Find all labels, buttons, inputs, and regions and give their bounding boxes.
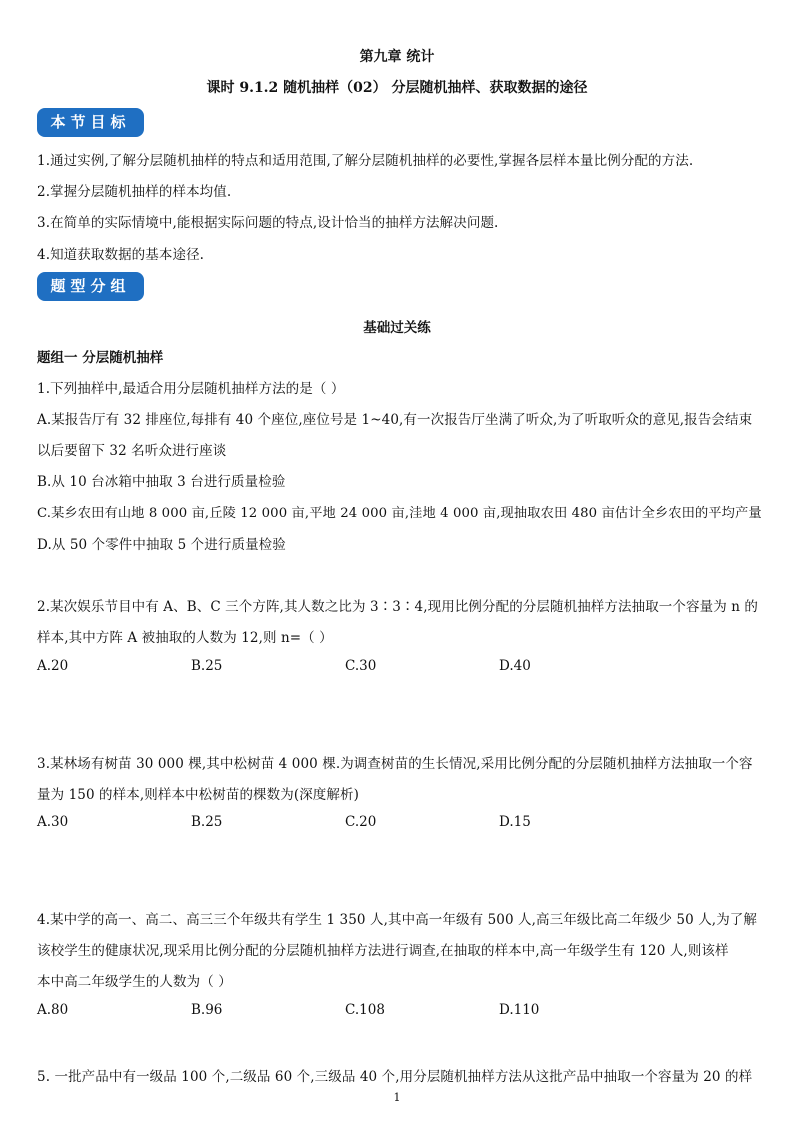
q1-option-d: D.从 50 个零件中抽取 5 个进行质量检验 [37,537,286,553]
q3-option-a: A.30 [37,814,69,830]
q4-option-c: C.108 [345,1002,385,1018]
q4-line1: 4.某中学的高一、高二、高三三个年级共有学生 1 350 人,其中高一年级有 500 人,高三年级比高二年级少 50 人,为了解 [37,912,757,928]
page-number: 1 [393,1091,401,1104]
goal-item-1: 1.通过实例,了解分层随机抽样的特点和适用范围,了解分层随机抽样的必要性,掌握各层样本量比例分配的方法. [37,153,694,169]
q2-option-c: C.30 [345,658,377,674]
section-groups-badge: 题型分组 [37,272,144,301]
q3-option-c: C.20 [345,814,377,830]
q2-option-d: D.40 [499,658,531,674]
q4-option-a: A.80 [37,1002,69,1018]
goal-item-2: 2.掌握分层随机抽样的样本均值. [37,184,232,200]
q3-option-b: B.25 [191,814,223,830]
q1-option-b: B.从 10 台冰箱中抽取 3 台进行质量检验 [37,474,286,490]
q3-line1: 3.某林场有树苗 30 000 棵,其中松树苗 4 000 棵.为调查树苗的生长情况,采用比例分配的分层随机抽样方法抽取一个容 [37,756,753,772]
q1-option-a-line1: A.某报告厅有 32 排座位,每排有 40 个座位,座位号是 1~40,有一次报告厅坐满了听众,为了听取听众的意见,报告会结束 [37,412,753,428]
q1-stem: 1.下列抽样中,最适合用分层随机抽样方法的是（ ） [37,381,345,397]
section-goals-badge: 本节目标 [37,108,144,137]
q2-line1: 2.某次娱乐节目中有 A、B、C 三个方阵,其人数之比为 3∶3∶4,现用比例分配的分层随机抽样方法抽取一个容量为 n 的 [37,599,758,615]
goal-item-4: 4.知道获取数据的基本途径. [37,247,205,263]
q5-line1: 5. 一批产品中有一级品 100 个,二级品 60 个,三级品 40 个,用分层随机抽样方法从这批产品中抽取一个容量为 20 的样 [37,1069,753,1085]
q4-option-b: B.96 [191,1002,223,1018]
q3-line2: 量为 150 的样本,则样本中松树苗的棵数为(深度解析) [37,787,359,803]
lesson-title: 课时 9.1.2 随机抽样（02） 分层随机抽样、获取数据的途径 [206,80,588,96]
basic-practice-heading: 基础过关练 [363,320,431,336]
q4-line3: 本中高二年级学生的人数为（ ） [37,974,232,990]
q4-option-d: D.110 [499,1002,540,1018]
q4-line2: 该校学生的健康状况,现采用比例分配的分层随机抽样方法进行调查,在抽取的样本中,高一年级学生有 120 人,则该样 [37,943,729,959]
chapter-title: 第九章 统计 [359,49,435,65]
q1-option-c: C.某乡农田有山地 8 000 亩,丘陵 12 000 亩,平地 24 000 亩,洼地 4 000 亩,现抽取农田 480 亩估计全乡农田的平均产量 [37,506,762,521]
q1-option-a-line2: 以后要留下 32 名听众进行座谈 [37,443,227,459]
q2-line2: 样本,其中方阵 A 被抽取的人数为 12,则 n=（ ） [37,630,333,646]
goal-item-3: 3.在简单的实际情境中,能根据实际问题的特点,设计恰当的抽样方法解决问题. [37,215,499,231]
q3-option-d: D.15 [499,814,531,830]
q2-option-a: A.20 [37,658,69,674]
q2-option-b: B.25 [191,658,223,674]
group-one-heading: 题组一 分层随机抽样 [37,350,164,366]
